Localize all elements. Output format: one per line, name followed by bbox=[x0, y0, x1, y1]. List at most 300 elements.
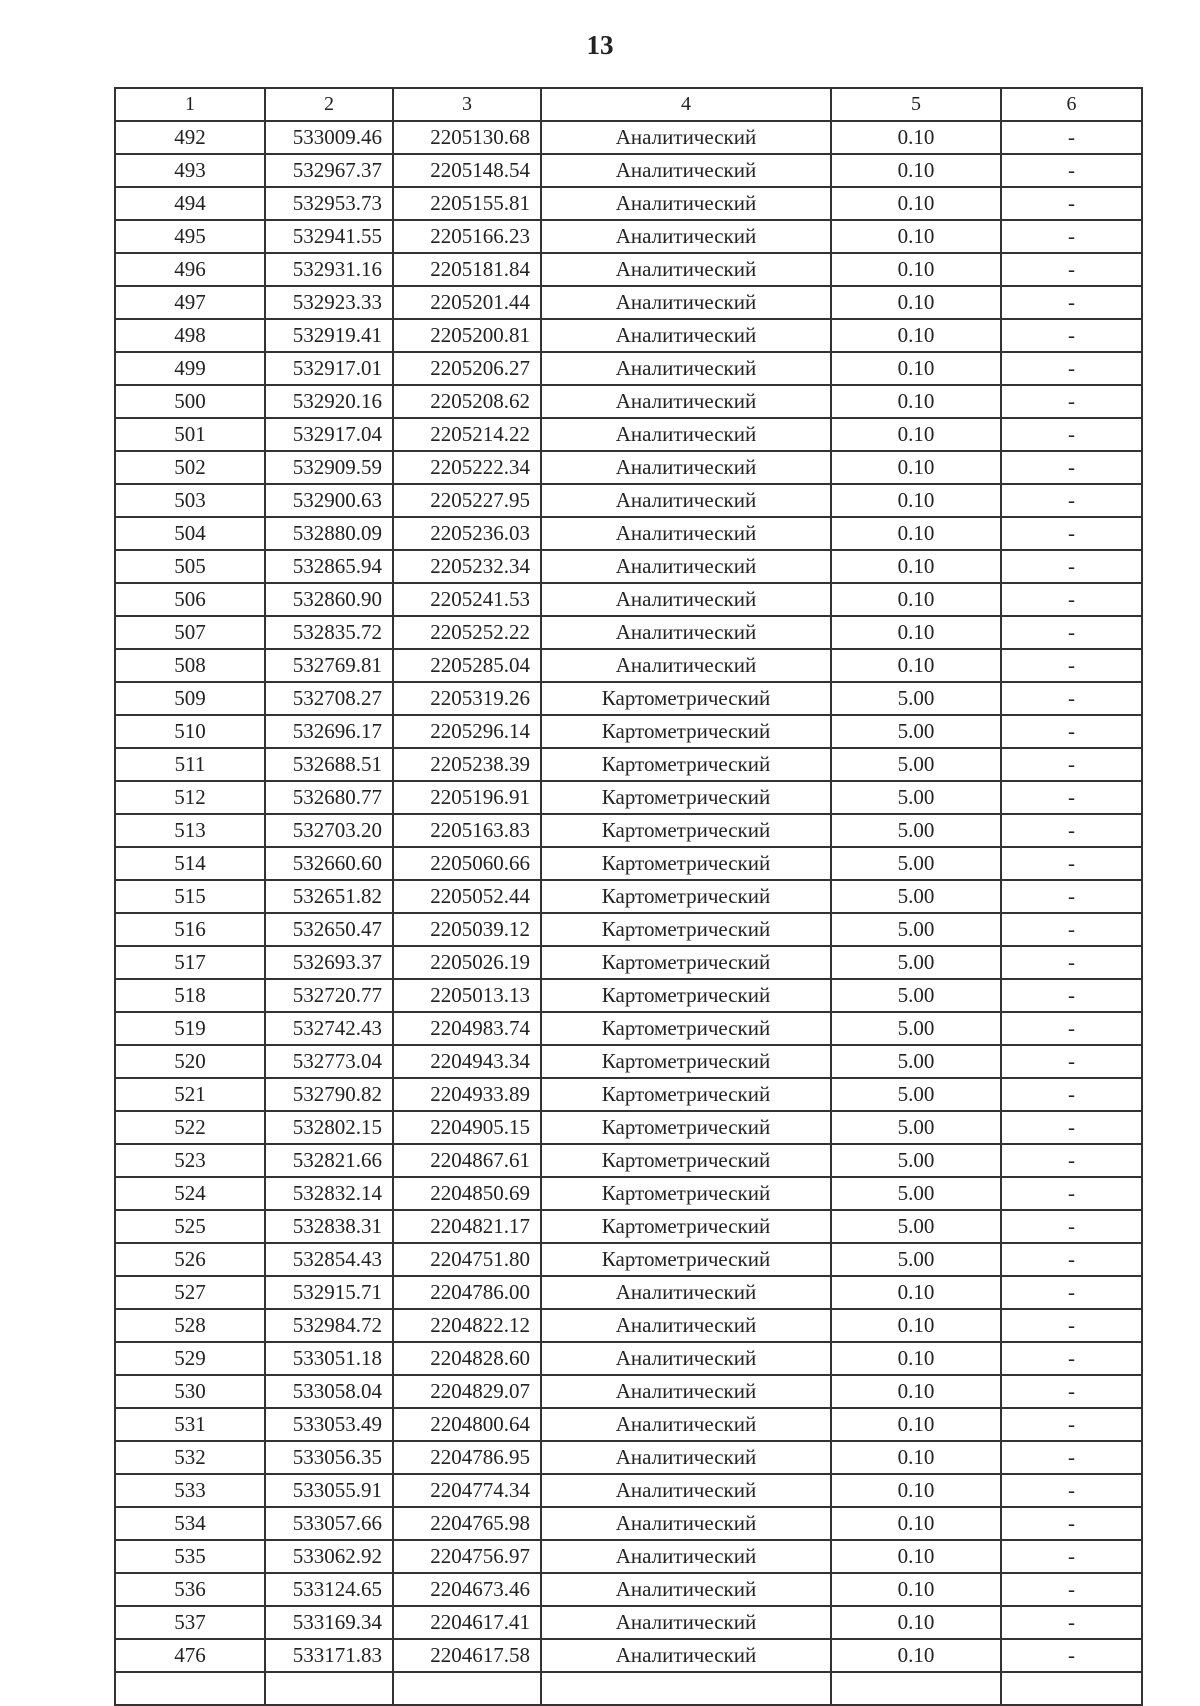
cell-method: Аналитический bbox=[541, 385, 831, 418]
cell-method: Аналитический bbox=[541, 1375, 831, 1408]
cell-point-number: 530 bbox=[115, 1375, 265, 1408]
cell-accuracy: 0.10 bbox=[831, 1375, 1001, 1408]
cell-note: - bbox=[1001, 748, 1142, 781]
cell-x-coordinate: 532880.09 bbox=[265, 517, 393, 550]
cell-method: Аналитический bbox=[541, 550, 831, 583]
cell-y-coordinate: 2204800.64 bbox=[393, 1408, 541, 1441]
cell-method: Аналитический bbox=[541, 418, 831, 451]
cell-y-coordinate: 2205236.03 bbox=[393, 517, 541, 550]
table-row bbox=[115, 484, 1142, 517]
table-row bbox=[115, 1573, 1142, 1606]
cell-accuracy: 0.10 bbox=[831, 649, 1001, 682]
cell-x-coordinate: 532917.04 bbox=[265, 418, 393, 451]
cell-y-coordinate: 2205201.44 bbox=[393, 286, 541, 319]
table-row bbox=[115, 319, 1142, 352]
cell-point-number: 520 bbox=[115, 1045, 265, 1078]
cell-x-coordinate: 532931.16 bbox=[265, 253, 393, 286]
table-row bbox=[115, 781, 1142, 814]
cell-note: - bbox=[1001, 1606, 1142, 1639]
table-row bbox=[115, 583, 1142, 616]
cell-x-coordinate: 532917.01 bbox=[265, 352, 393, 385]
cell-method: Картометрический bbox=[541, 880, 831, 913]
cell-x-coordinate: 533057.66 bbox=[265, 1507, 393, 1540]
cell-y-coordinate: 2204786.00 bbox=[393, 1276, 541, 1309]
cell-y-coordinate: 2205163.83 bbox=[393, 814, 541, 847]
cell-method: Картометрический bbox=[541, 1012, 831, 1045]
cell-point-number: 510 bbox=[115, 715, 265, 748]
cell-point-number: 498 bbox=[115, 319, 265, 352]
cell-y-coordinate: 2205181.84 bbox=[393, 253, 541, 286]
table-row bbox=[115, 1111, 1142, 1144]
cell-note: - bbox=[1001, 649, 1142, 682]
cell-point-number: 527 bbox=[115, 1276, 265, 1309]
cell-y-coordinate: 2204765.98 bbox=[393, 1507, 541, 1540]
cell-x-coordinate: 533051.18 bbox=[265, 1342, 393, 1375]
cell-x-coordinate: 532802.15 bbox=[265, 1111, 393, 1144]
cell-accuracy: 0.10 bbox=[831, 1573, 1001, 1606]
table-row bbox=[115, 1474, 1142, 1507]
cell-accuracy: 5.00 bbox=[831, 715, 1001, 748]
cell-point-number: 515 bbox=[115, 880, 265, 913]
table-row bbox=[115, 385, 1142, 418]
cell-y-coordinate: 2205222.34 bbox=[393, 451, 541, 484]
cell-y-coordinate: 2204617.58 bbox=[393, 1639, 541, 1672]
cell-method: Аналитический bbox=[541, 187, 831, 220]
cell-x-coordinate: 532838.31 bbox=[265, 1210, 393, 1243]
column-header-4: 4 bbox=[541, 88, 831, 121]
cell-x-coordinate: 533053.49 bbox=[265, 1408, 393, 1441]
cell-note: - bbox=[1001, 1045, 1142, 1078]
table-row bbox=[115, 814, 1142, 847]
table-row bbox=[115, 1507, 1142, 1540]
table-row bbox=[115, 550, 1142, 583]
table-row bbox=[115, 649, 1142, 682]
cell-note: - bbox=[1001, 880, 1142, 913]
table-row bbox=[115, 946, 1142, 979]
cell-x-coordinate: 532708.27 bbox=[265, 682, 393, 715]
cell-y-coordinate: 2205206.27 bbox=[393, 352, 541, 385]
table-header-row bbox=[115, 88, 1142, 121]
cell-x-coordinate: 533055.91 bbox=[265, 1474, 393, 1507]
cell-method: Картометрический bbox=[541, 1243, 831, 1276]
cell-method: Аналитический bbox=[541, 1276, 831, 1309]
cell-method: Картометрический bbox=[541, 682, 831, 715]
table-row bbox=[115, 1375, 1142, 1408]
cell-y-coordinate: 2204756.97 bbox=[393, 1540, 541, 1573]
cell-accuracy: 0.10 bbox=[831, 121, 1001, 154]
cell-point-number: 522 bbox=[115, 1111, 265, 1144]
table-row bbox=[115, 913, 1142, 946]
cell-point-number: 503 bbox=[115, 484, 265, 517]
cell-y-coordinate: 2205232.34 bbox=[393, 550, 541, 583]
table-row bbox=[115, 1276, 1142, 1309]
cell-accuracy bbox=[831, 1672, 1001, 1705]
cell-method: Аналитический bbox=[541, 220, 831, 253]
cell-accuracy: 5.00 bbox=[831, 781, 1001, 814]
cell-note: - bbox=[1001, 1276, 1142, 1309]
cell-note: - bbox=[1001, 253, 1142, 286]
cell-x-coordinate: 533009.46 bbox=[265, 121, 393, 154]
cell-note: - bbox=[1001, 1639, 1142, 1672]
table-row bbox=[115, 1243, 1142, 1276]
cell-accuracy: 5.00 bbox=[831, 1177, 1001, 1210]
cell-point-number: 505 bbox=[115, 550, 265, 583]
cell-y-coordinate: 2205196.91 bbox=[393, 781, 541, 814]
cell-accuracy: 0.10 bbox=[831, 1441, 1001, 1474]
cell-accuracy: 0.10 bbox=[831, 220, 1001, 253]
cell-accuracy: 0.10 bbox=[831, 253, 1001, 286]
cell-point-number: 523 bbox=[115, 1144, 265, 1177]
cell-note: - bbox=[1001, 1012, 1142, 1045]
cell-point-number: 506 bbox=[115, 583, 265, 616]
cell-note: - bbox=[1001, 550, 1142, 583]
cell-accuracy: 0.10 bbox=[831, 550, 1001, 583]
cell-x-coordinate bbox=[265, 1672, 393, 1705]
cell-x-coordinate: 532821.66 bbox=[265, 1144, 393, 1177]
cell-point-number: 492 bbox=[115, 121, 265, 154]
cell-method bbox=[541, 1672, 831, 1705]
cell-note: - bbox=[1001, 418, 1142, 451]
page-number: 13 bbox=[586, 30, 614, 60]
cell-y-coordinate: 2204943.34 bbox=[393, 1045, 541, 1078]
cell-note: - bbox=[1001, 1375, 1142, 1408]
table-row bbox=[115, 1144, 1142, 1177]
column-header-2: 2 bbox=[265, 88, 393, 121]
cell-method: Картометрический bbox=[541, 847, 831, 880]
cell-method: Аналитический bbox=[541, 121, 831, 154]
cell-y-coordinate: 2204774.34 bbox=[393, 1474, 541, 1507]
cell-accuracy: 5.00 bbox=[831, 1210, 1001, 1243]
cell-y-coordinate: 2205241.53 bbox=[393, 583, 541, 616]
cell-method: Картометрический bbox=[541, 748, 831, 781]
cell-point-number: 499 bbox=[115, 352, 265, 385]
cell-method: Аналитический bbox=[541, 451, 831, 484]
cell-note: - bbox=[1001, 682, 1142, 715]
cell-x-coordinate: 532703.20 bbox=[265, 814, 393, 847]
cell-x-coordinate: 532860.90 bbox=[265, 583, 393, 616]
cell-point-number: 529 bbox=[115, 1342, 265, 1375]
table-row bbox=[115, 286, 1142, 319]
table-row bbox=[115, 1177, 1142, 1210]
cell-x-coordinate: 532650.47 bbox=[265, 913, 393, 946]
cell-method: Аналитический bbox=[541, 517, 831, 550]
cell-accuracy: 0.10 bbox=[831, 319, 1001, 352]
cell-note: - bbox=[1001, 1408, 1142, 1441]
table-row bbox=[115, 220, 1142, 253]
cell-point-number: 493 bbox=[115, 154, 265, 187]
cell-accuracy: 5.00 bbox=[831, 979, 1001, 1012]
cell-method: Аналитический bbox=[541, 1309, 831, 1342]
cell-point-number: 497 bbox=[115, 286, 265, 319]
cell-method: Аналитический bbox=[541, 286, 831, 319]
cell-x-coordinate: 532835.72 bbox=[265, 616, 393, 649]
cell-y-coordinate: 2204821.17 bbox=[393, 1210, 541, 1243]
cell-point-number: 512 bbox=[115, 781, 265, 814]
cell-method: Аналитический bbox=[541, 154, 831, 187]
cell-method: Аналитический bbox=[541, 1441, 831, 1474]
cell-accuracy: 5.00 bbox=[831, 748, 1001, 781]
table-body bbox=[115, 88, 1142, 1705]
table-row bbox=[115, 715, 1142, 748]
cell-method: Аналитический bbox=[541, 352, 831, 385]
cell-note: - bbox=[1001, 187, 1142, 220]
cell-point-number: 514 bbox=[115, 847, 265, 880]
cell-method: Картометрический bbox=[541, 979, 831, 1012]
cell-note: - bbox=[1001, 1177, 1142, 1210]
cell-y-coordinate: 2205026.19 bbox=[393, 946, 541, 979]
cell-accuracy: 5.00 bbox=[831, 913, 1001, 946]
table-row bbox=[115, 1672, 1142, 1705]
cell-note bbox=[1001, 1672, 1142, 1705]
cell-note: - bbox=[1001, 1111, 1142, 1144]
cell-x-coordinate: 532854.43 bbox=[265, 1243, 393, 1276]
cell-y-coordinate: 2205227.95 bbox=[393, 484, 541, 517]
cell-y-coordinate: 2204822.12 bbox=[393, 1309, 541, 1342]
cell-point-number: 524 bbox=[115, 1177, 265, 1210]
table-row bbox=[115, 1309, 1142, 1342]
cell-y-coordinate: 2205130.68 bbox=[393, 121, 541, 154]
cell-note: - bbox=[1001, 946, 1142, 979]
cell-point-number: 494 bbox=[115, 187, 265, 220]
cell-y-coordinate: 2204905.15 bbox=[393, 1111, 541, 1144]
cell-accuracy: 0.10 bbox=[831, 484, 1001, 517]
cell-method: Аналитический bbox=[541, 583, 831, 616]
table-row bbox=[115, 1078, 1142, 1111]
column-header-6: 6 bbox=[1001, 88, 1142, 121]
cell-note: - bbox=[1001, 484, 1142, 517]
cell-accuracy: 5.00 bbox=[831, 1045, 1001, 1078]
table-row bbox=[115, 1012, 1142, 1045]
cell-accuracy: 5.00 bbox=[831, 1144, 1001, 1177]
cell-y-coordinate bbox=[393, 1672, 541, 1705]
cell-y-coordinate: 2205039.12 bbox=[393, 913, 541, 946]
cell-y-coordinate: 2205214.22 bbox=[393, 418, 541, 451]
cell-y-coordinate: 2204867.61 bbox=[393, 1144, 541, 1177]
cell-method: Картометрический bbox=[541, 1045, 831, 1078]
cell-point-number: 500 bbox=[115, 385, 265, 418]
table-row bbox=[115, 187, 1142, 220]
cell-note: - bbox=[1001, 1441, 1142, 1474]
cell-point-number: 536 bbox=[115, 1573, 265, 1606]
cell-note: - bbox=[1001, 814, 1142, 847]
cell-point-number: 534 bbox=[115, 1507, 265, 1540]
cell-method: Аналитический bbox=[541, 253, 831, 286]
cell-method: Картометрический bbox=[541, 946, 831, 979]
cell-y-coordinate: 2205285.04 bbox=[393, 649, 541, 682]
cell-y-coordinate: 2205296.14 bbox=[393, 715, 541, 748]
cell-point-number: 535 bbox=[115, 1540, 265, 1573]
cell-y-coordinate: 2205252.22 bbox=[393, 616, 541, 649]
cell-note: - bbox=[1001, 847, 1142, 880]
cell-x-coordinate: 532923.33 bbox=[265, 286, 393, 319]
cell-method: Аналитический bbox=[541, 1408, 831, 1441]
cell-point-number: 533 bbox=[115, 1474, 265, 1507]
cell-note: - bbox=[1001, 1309, 1142, 1342]
cell-x-coordinate: 532680.77 bbox=[265, 781, 393, 814]
cell-accuracy: 0.10 bbox=[831, 451, 1001, 484]
cell-note: - bbox=[1001, 1540, 1142, 1573]
cell-x-coordinate: 532651.82 bbox=[265, 880, 393, 913]
cell-x-coordinate: 533056.35 bbox=[265, 1441, 393, 1474]
table-row bbox=[115, 1408, 1142, 1441]
cell-point-number: 495 bbox=[115, 220, 265, 253]
cell-y-coordinate: 2205200.81 bbox=[393, 319, 541, 352]
cell-x-coordinate: 532773.04 bbox=[265, 1045, 393, 1078]
table-row bbox=[115, 682, 1142, 715]
cell-accuracy: 5.00 bbox=[831, 1243, 1001, 1276]
cell-point-number: 476 bbox=[115, 1639, 265, 1672]
cell-x-coordinate: 532953.73 bbox=[265, 187, 393, 220]
cell-method: Картометрический bbox=[541, 1078, 831, 1111]
cell-point-number: 504 bbox=[115, 517, 265, 550]
table-row bbox=[115, 1045, 1142, 1078]
cell-accuracy: 0.10 bbox=[831, 286, 1001, 319]
cell-x-coordinate: 532696.17 bbox=[265, 715, 393, 748]
cell-point-number: 531 bbox=[115, 1408, 265, 1441]
cell-method: Аналитический bbox=[541, 1540, 831, 1573]
table-row bbox=[115, 418, 1142, 451]
cell-point-number: 509 bbox=[115, 682, 265, 715]
cell-method: Аналитический bbox=[541, 616, 831, 649]
cell-x-coordinate: 532919.41 bbox=[265, 319, 393, 352]
cell-accuracy: 0.10 bbox=[831, 385, 1001, 418]
cell-note: - bbox=[1001, 1210, 1142, 1243]
cell-x-coordinate: 532941.55 bbox=[265, 220, 393, 253]
cell-note: - bbox=[1001, 1342, 1142, 1375]
cell-note: - bbox=[1001, 1573, 1142, 1606]
cell-note: - bbox=[1001, 583, 1142, 616]
cell-accuracy: 5.00 bbox=[831, 814, 1001, 847]
cell-accuracy: 0.10 bbox=[831, 1540, 1001, 1573]
cell-accuracy: 0.10 bbox=[831, 187, 1001, 220]
cell-accuracy: 0.10 bbox=[831, 1342, 1001, 1375]
cell-point-number: 517 bbox=[115, 946, 265, 979]
cell-accuracy: 0.10 bbox=[831, 583, 1001, 616]
cell-method: Аналитический bbox=[541, 1639, 831, 1672]
cell-note: - bbox=[1001, 979, 1142, 1012]
cell-method: Картометрический bbox=[541, 814, 831, 847]
cell-x-coordinate: 533124.65 bbox=[265, 1573, 393, 1606]
cell-x-coordinate: 532909.59 bbox=[265, 451, 393, 484]
cell-accuracy: 5.00 bbox=[831, 1078, 1001, 1111]
cell-method: Аналитический bbox=[541, 1573, 831, 1606]
cell-y-coordinate: 2204786.95 bbox=[393, 1441, 541, 1474]
cell-accuracy: 5.00 bbox=[831, 1012, 1001, 1045]
cell-method: Аналитический bbox=[541, 649, 831, 682]
cell-y-coordinate: 2205155.81 bbox=[393, 187, 541, 220]
cell-accuracy: 5.00 bbox=[831, 946, 1001, 979]
cell-note: - bbox=[1001, 1243, 1142, 1276]
column-header-5: 5 bbox=[831, 88, 1001, 121]
cell-note: - bbox=[1001, 616, 1142, 649]
cell-note: - bbox=[1001, 220, 1142, 253]
table-row bbox=[115, 748, 1142, 781]
cell-point-number: 525 bbox=[115, 1210, 265, 1243]
cell-point-number: 513 bbox=[115, 814, 265, 847]
table-row bbox=[115, 253, 1142, 286]
cell-y-coordinate: 2205060.66 bbox=[393, 847, 541, 880]
cell-y-coordinate: 2204850.69 bbox=[393, 1177, 541, 1210]
coordinates-table bbox=[114, 87, 1143, 1706]
cell-accuracy: 0.10 bbox=[831, 517, 1001, 550]
cell-accuracy: 0.10 bbox=[831, 1606, 1001, 1639]
cell-method: Аналитический bbox=[541, 484, 831, 517]
cell-accuracy: 5.00 bbox=[831, 880, 1001, 913]
cell-y-coordinate: 2205166.23 bbox=[393, 220, 541, 253]
cell-accuracy: 5.00 bbox=[831, 1111, 1001, 1144]
cell-y-coordinate: 2204751.80 bbox=[393, 1243, 541, 1276]
cell-accuracy: 0.10 bbox=[831, 1474, 1001, 1507]
cell-y-coordinate: 2204829.07 bbox=[393, 1375, 541, 1408]
cell-note: - bbox=[1001, 913, 1142, 946]
cell-accuracy: 5.00 bbox=[831, 847, 1001, 880]
cell-note: - bbox=[1001, 385, 1142, 418]
cell-method: Аналитический bbox=[541, 1342, 831, 1375]
cell-note: - bbox=[1001, 319, 1142, 352]
table-row bbox=[115, 1441, 1142, 1474]
cell-y-coordinate: 2205319.26 bbox=[393, 682, 541, 715]
cell-note: - bbox=[1001, 1078, 1142, 1111]
cell-y-coordinate: 2205013.13 bbox=[393, 979, 541, 1012]
cell-point-number: 516 bbox=[115, 913, 265, 946]
cell-y-coordinate: 2204828.60 bbox=[393, 1342, 541, 1375]
cell-method: Аналитический bbox=[541, 1474, 831, 1507]
cell-method: Аналитический bbox=[541, 319, 831, 352]
cell-accuracy: 0.10 bbox=[831, 154, 1001, 187]
cell-point-number: 521 bbox=[115, 1078, 265, 1111]
cell-x-coordinate: 532865.94 bbox=[265, 550, 393, 583]
cell-x-coordinate: 532915.71 bbox=[265, 1276, 393, 1309]
cell-y-coordinate: 2205208.62 bbox=[393, 385, 541, 418]
table-row bbox=[115, 154, 1142, 187]
cell-accuracy: 0.10 bbox=[831, 1309, 1001, 1342]
cell-x-coordinate: 533171.83 bbox=[265, 1639, 393, 1672]
cell-x-coordinate: 532720.77 bbox=[265, 979, 393, 1012]
cell-point-number bbox=[115, 1672, 265, 1705]
table-row bbox=[115, 1606, 1142, 1639]
table-row bbox=[115, 451, 1142, 484]
cell-note: - bbox=[1001, 715, 1142, 748]
cell-note: - bbox=[1001, 1144, 1142, 1177]
cell-method: Картометрический bbox=[541, 1177, 831, 1210]
table-row bbox=[115, 616, 1142, 649]
cell-accuracy: 0.10 bbox=[831, 352, 1001, 385]
cell-point-number: 501 bbox=[115, 418, 265, 451]
table-row bbox=[115, 847, 1142, 880]
cell-x-coordinate: 532790.82 bbox=[265, 1078, 393, 1111]
cell-note: - bbox=[1001, 352, 1142, 385]
cell-point-number: 502 bbox=[115, 451, 265, 484]
cell-x-coordinate: 532900.63 bbox=[265, 484, 393, 517]
table-row bbox=[115, 352, 1142, 385]
cell-x-coordinate: 532832.14 bbox=[265, 1177, 393, 1210]
cell-x-coordinate: 532967.37 bbox=[265, 154, 393, 187]
table-row bbox=[115, 1210, 1142, 1243]
cell-method: Картометрический bbox=[541, 913, 831, 946]
cell-note: - bbox=[1001, 121, 1142, 154]
cell-point-number: 496 bbox=[115, 253, 265, 286]
cell-accuracy: 0.10 bbox=[831, 616, 1001, 649]
cell-x-coordinate: 533169.34 bbox=[265, 1606, 393, 1639]
cell-method: Аналитический bbox=[541, 1507, 831, 1540]
cell-method: Картометрический bbox=[541, 1210, 831, 1243]
cell-point-number: 507 bbox=[115, 616, 265, 649]
cell-point-number: 518 bbox=[115, 979, 265, 1012]
cell-x-coordinate: 532688.51 bbox=[265, 748, 393, 781]
cell-x-coordinate: 532920.16 bbox=[265, 385, 393, 418]
cell-x-coordinate: 532660.60 bbox=[265, 847, 393, 880]
cell-accuracy: 0.10 bbox=[831, 418, 1001, 451]
